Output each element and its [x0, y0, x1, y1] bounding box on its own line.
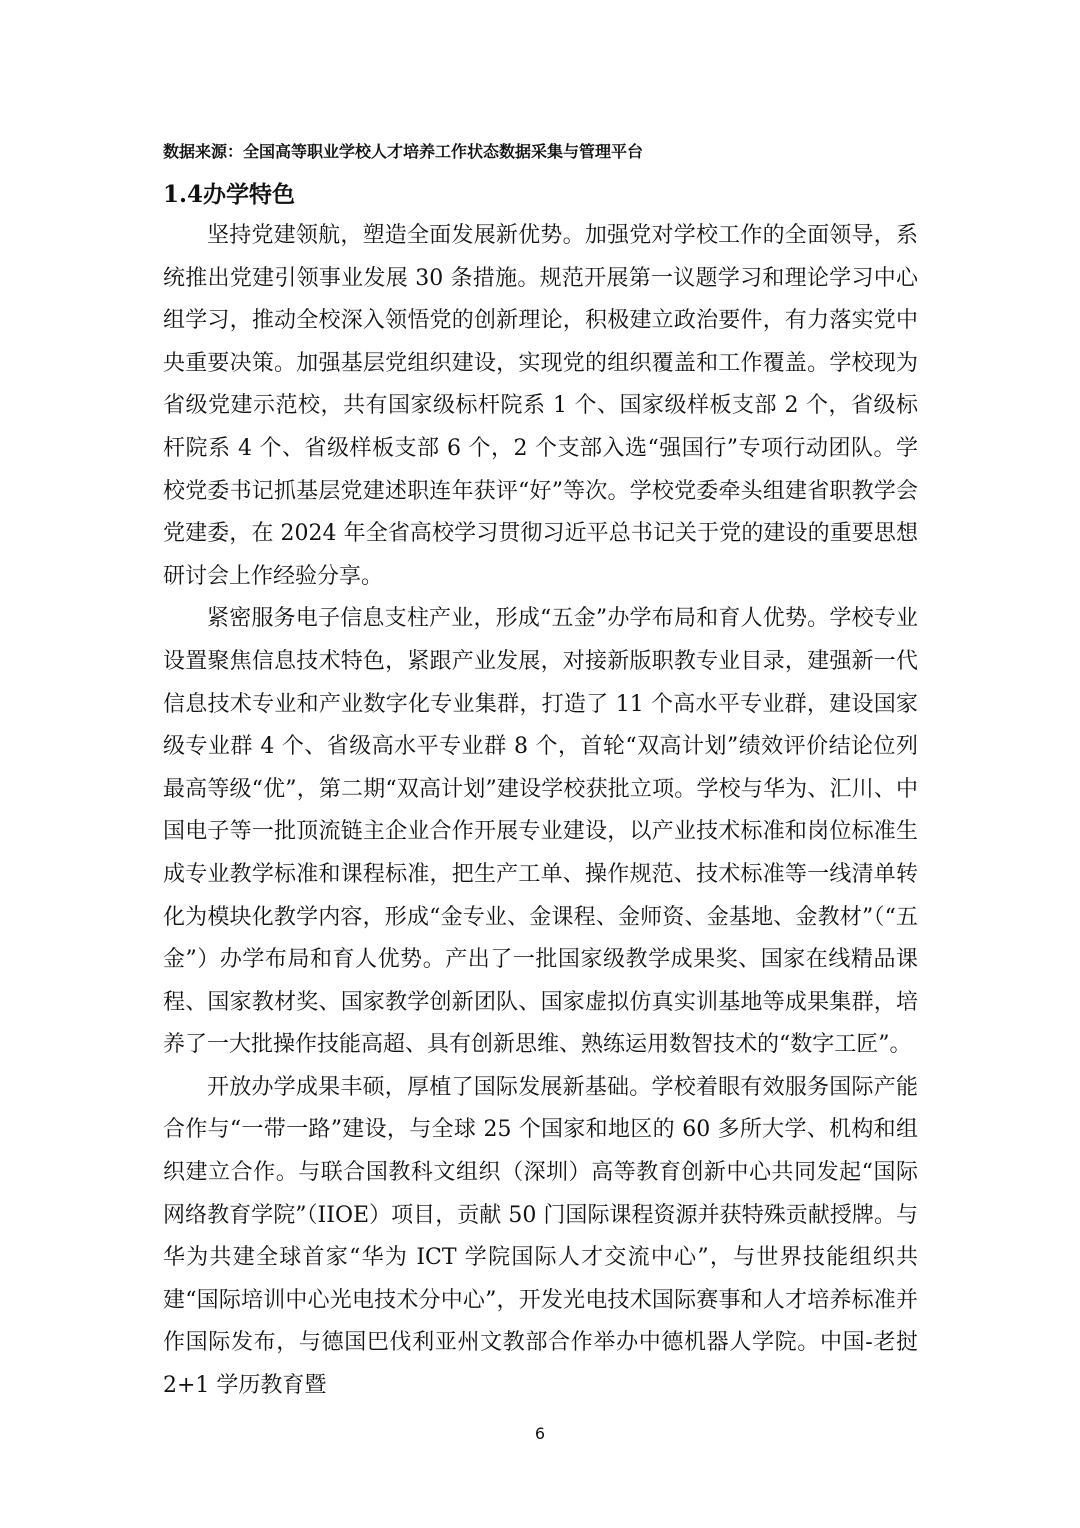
body-text	[163, 215, 918, 1408]
data-source-note: 数据来源：全国高等职业学校人才培养工作状态数据采集与管理平台	[163, 142, 644, 161]
page-number: 6	[534, 1424, 546, 1443]
paragraph-party-building: 坚持党建领航，塑造全面发展新优势。加强党对学校工作的全面领导，系统推出党建引领事业发展 30 条措施。规范开展第一议题学习和理论学习中心组学习，推动全校深入领悟党的创新理论，积极建立政治要件，有力落实党中央重要决策。加强基层党组织建设，实现党的组织覆盖和工作覆盖。学校现为省级党建示范校，共有国家级标杆院系 1 个、国家级样板支部 2 个，省级标杆院系 4 个、省级样板支部 6 个，2 个支部入选“强国行”专项行动团队。学校党委书记抓基层党建述职连年获评“好”等次。学校党委牵头组建省职教学会党建委，在 2024 年全省高校学习贯彻习近平总书记关于党的建设的重要思想研讨会上作经验分享。	[163, 223, 918, 589]
section-heading: 1.4办学特色	[163, 181, 296, 208]
paragraph-industry-service: 紧密服务电子信息支柱产业，形成“五金”办学布局和育人优势。学校专业设置聚焦信息技术特色，紧跟产业发展，对接新版职教专业目录，建强新一代信息技术专业和产业数字化专业集群，打造了 11 个高水平专业群，建设国家级专业群 4 个、省级高水平专业群 8 个，首轮“双高计划”绩效评价结论位列最高等级“优”，第二期“双高计划”建设学校获批立项。学校与华为、汇川、中国电子等一批顶流链主企业合作开展专业建设，以产业技术标准和岗位标准生成专业教学标准和课程标准，把生产工单、操作规范、技术标准等一线清单转化为模块化教学内容，形成“金专业、金课程、金师资、金基地、金教材”（“五金”）办学布局和育人优势。产出了一批国家级教学成果奖、国家在线精品课程、国家教材奖、国家教学创新团队、国家虚拟仿真实训基地等成果集群，培养了一大批操作技能高超、具有创新思维、熟练运用数智技术的“数字工匠”。	[163, 606, 918, 1058]
paragraph-international: 开放办学成果丰硕，厚植了国际发展新基础。学校着眼有效服务国际产能合作与“一带一路”建设，与全球 25 个国家和地区的 60 多所大学、机构和组织建立合作。与联合国教科文组织（深圳）高等教育创新中心共同发起“国际网络教育学院”（IIOE）项目，贡献 50 门国际课程资源并获特殊贡献授牌。与华为共建全球首家“华为 ICT 学院国际人才交流中心”，与世界技能组织共建“国际培训中心光电技术分中心”，开发光电技术国际赛事和人才培养标准并作国际发布，与德国巴伐利亚州文教部合作举办中德机器人学院。中国-老挝 2+1 学历教育暨	[163, 1074, 918, 1399]
